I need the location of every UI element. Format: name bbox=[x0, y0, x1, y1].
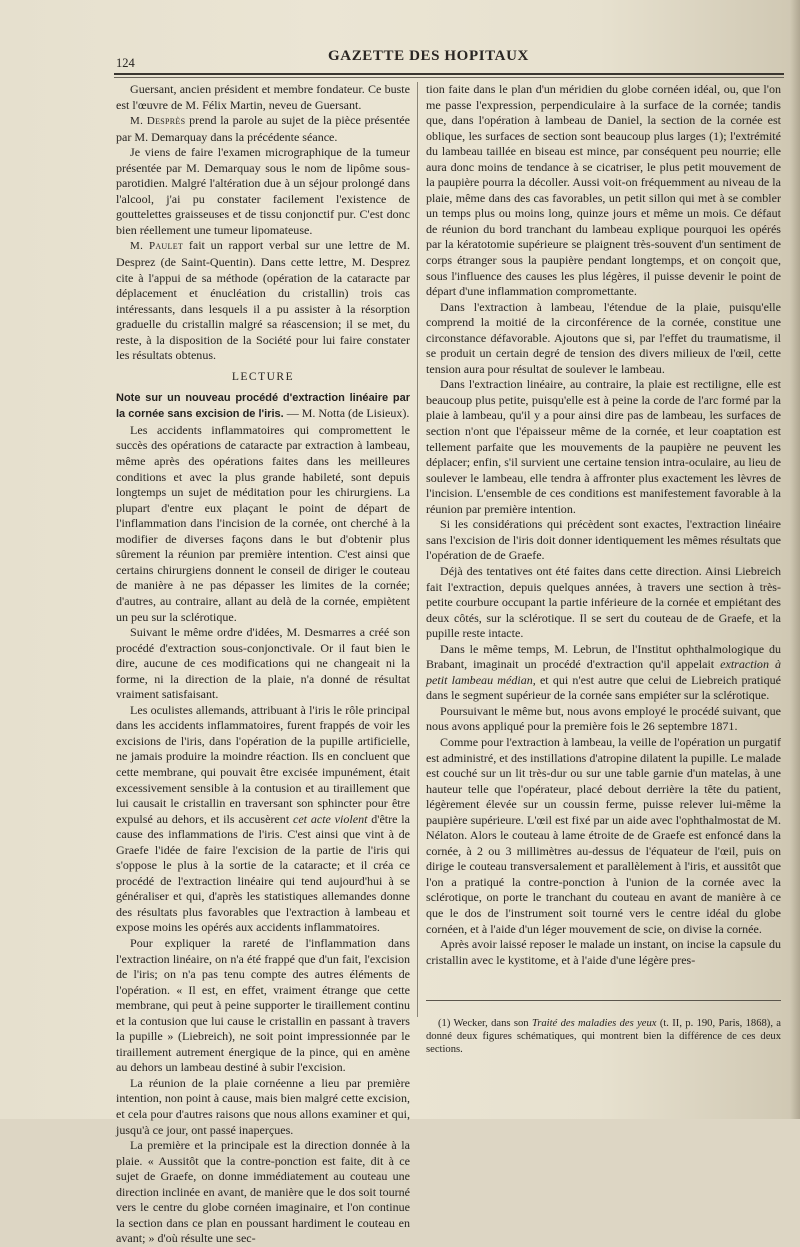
header-rule-thick bbox=[114, 73, 784, 75]
paragraph: Si les considérations qui précèdent sont exactes, l'extraction linéaire sans l'excision de l'iris doit donner identiquement les mêmes résultats que l'opération de de Graefe. bbox=[426, 517, 781, 563]
paragraph: Déjà des tentatives ont été faites dans cette direction. Ainsi Liebreich fait l'extraction, depuis quelques années, à travers une section à très-petite courbure occupant la partie inférieure de la cornée et empiétant des deux côtés, sur la sclérotique. Il se sert du couteau de de Graefe, et la pupille reste intacte. bbox=[426, 563, 781, 641]
page-spine-shadow bbox=[790, 0, 800, 1119]
paragraph: Dans l'extraction à lambeau, l'étendue de la plaie, puisqu'elle comprend la moitié de la circonférence de la cornée, constitue une circonstance défavorable. Ajoutons que si, par l'effet du traumatisme, il se produit un certain degré de tension des divers milieux de l'œil, cette tension aura pour résultat de soulever le lambeau. bbox=[426, 299, 781, 376]
paragraph: Comme pour l'extraction à lambeau, la veille de l'opération un purgatif est administré, et des instillations d'atropine dilatent la pupille. Le malade est couché sur un lit très-dur ou sur une table garnie d'un matelas, à une hauteur telle que l'opérateur, placé debout derrière la tête du patient, légèrement élevée sur un coussin ferme, puisse relever lui-même la paupière supérieure. L'œil est fixé par un aide avec l'ophthalmostat de M. Nélaton. Alors le couteau à lame étroite de de Graefe est enfoncé dans la cornée, à 2 ou 3 millimètres au-dessus de l'équateur de l'œil, puis on dirige le couteau transversalement et parallèlement à l'iris, et aussitôt que l'on a pratiqué la contre-ponction à l'union de la cornée avec la sclérotique, on porte le tranchant du couteau en avant de manière à ce que le dos de l'instrument soit tourné vers le centre idéal du globe cornéen, et à l'aide d'un léger mouvement de scie, on divise la cornée. bbox=[426, 734, 781, 936]
column-divider bbox=[417, 82, 418, 1017]
paragraph: tion faite dans le plan d'un méridien du globe cornéen idéal, ou, que l'on me passe l'expression, perpendiculaire à la surface de la cornée; tandis que, dans l'opération à lambeau de Daniel, la section de la cornée est oblique, les surfaces de section sont beaucoup plus larges (1); l'extrémité du lambeau taillée en biseau est mince, par conséquent peu nourrie; elle aura donc moins de tendance à se cicatriser, le plus petit mouvement de la paupière pourra la décoller. Aussi voit-on fréquemment au niveau de la plaie, même dans des cas favorables, un petit sillon qui met à se combler un temps plus ou moins long, quinze jours et même un mois. Ce défaut de réunion du bord tranchant du lambeau explique pourquoi les opérés par la kératotomie supérieure se plaignent très-souvent d'un sentiment de corps étranger sous la paupière pendant longtemps, et on conçoit que, sous l'influence des causes les plus légères, il puisse devenir le point de départ d'une inflammation compromettante. bbox=[426, 82, 781, 299]
speaker-name: M. Paulet bbox=[130, 240, 184, 253]
paragraph: La réunion de la plaie cornéenne a lieu par première intention, non point à cause, mais bien malgré cette excision, et cela pour d'autres raisons que nous allons examiner et qui, jusqu'à ce jour, ont passé inaperçues. bbox=[116, 1075, 410, 1137]
page-header bbox=[0, 44, 800, 74]
right-column bbox=[426, 82, 781, 968]
paragraph: Poursuivant le même but, nous avons employé le procédé suivant, que nous avons appliqué pour la première fois le 26 septembre 1871. bbox=[426, 703, 781, 734]
speaker-name: M. Desprès bbox=[130, 115, 186, 128]
article-title: Note sur un nouveau procédé d'extraction linéaire par la cornée sans excision de l'iris. — M. Notta (de Lisieux). bbox=[116, 391, 410, 421]
paragraph: Guersant, ancien président et membre fondateur. Ce buste est l'œuvre de M. Félix Martin, neveu de Guersant. bbox=[116, 82, 410, 112]
paragraph: M. Desprès prend la parole au sujet de la pièce présentée par M. Demarquay dans la précédente séance. bbox=[116, 113, 410, 144]
paragraph: Les oculistes allemands, attribuant à l'iris le rôle principal dans les accidents inflammatoires, furent frappés de voir les excisions de l'iris, dans l'opération de la pupille artificielle, ne jamais produire la moindre réaction. Ils en concluent que cette membrane, qui pouvait être excisée impunément, était excessivement sensible à la contusion et au tiraillement que lui causait le cristallin en traversant son sphincter pour être expulsé au dehors, et ils accusèrent cet acte violent d'être la cause des inflammations de l'iris. C'est ainsi que vint à de Graefe l'idée de faire l'excision de la partie de l'iris qui s'oppose le plus à la sortie de la cataracte; et il créa ce procédé de l'extraction linéaire qui tend aujourd'hui à se généraliser et qui, d'après les statistiques allemandes donne des résultats plus favorables que l'extraction à lambeau et expose moins les opérés aux accidents inflammatoires. bbox=[116, 702, 410, 935]
paragraph: Les accidents inflammatoires qui compromettent le succès des opérations de cataracte par extraction à lambeau, même après des opérations faites dans les meilleures conditions et avec la plus grande habileté, sont depuis longtemps un sujet de méditation pour les chirurgiens. La plupart d'entre eux plaçant le point de départ de l'inflammation dans l'incision de la cornée, ont cherché à la modifier de diverses façons dans le but d'obtenir plus sûrement la réunion par première intention. C'est ainsi que certains chirurgiens donnent le conseil de diriger le couteau de manière à ne pas dépasser les limites de la cornée; d'autres, au contraire, allant au delà de la cornée, empiètent un peu sur la sclérotique. bbox=[116, 422, 410, 624]
paragraph: Je viens de faire l'examen micrographique de la tumeur présentée par M. Demarquay sous le nom de lipôme sous-parotidien. Malgré l'altération due à un séjour prolongé dans l'alcool, j'ai pu constater facilement l'existence de gouttelettes graisseuses et de tissu conjonctif pur. C'est donc bien réellement une tumeur lipomateuse. bbox=[116, 145, 410, 237]
journal-title: GAZETTE DES HOPITAUX bbox=[328, 48, 529, 64]
footnote: (1) Wecker, dans son Traité des maladies des yeux (t. II, p. 190, Paris, 1868), a donné deux figures schématiques, qui montrent bien la différence de ces deux sections. bbox=[426, 1017, 782, 1055]
paragraph: Pour expliquer la rareté de l'inflammation dans l'extraction linéaire, on n'a été frappé que d'un fait, l'excision de l'iris; on n'a pas tenu compte des autres éléments de l'opération. « Il est, en effet, vraiment étrange que cette membrane, qui peut à peine supporter le tiraillement continu et la contusion que lui cause le cristallin en passant à travers la pupille » (Liebreich), ne soit point impressionnée par le tiraillement autrement énergique de la pince, qui en amène au dehors un lambeau destiné à subir l'excision. bbox=[116, 935, 410, 1075]
paragraph: La première et la principale est la direction donnée à la plaie. « Aussitôt que la contre-ponction est faite, dit à ce sujet de Graefe, on donne immédiatement au couteau une direction inclinée en avant, de manière que le dos soit tourné vers le centre du globe cornéen imaginaire, et l'on continue la section dans ce plan en poussant hardiment le couteau en avant; » d'où résulte une sec- bbox=[116, 1138, 410, 1246]
paragraph: Après avoir laissé reposer le malade un instant, on incise la capsule du cristallin avec le kystitome, et à l'aide d'une légère pres- bbox=[426, 937, 781, 967]
section-heading: LECTURE bbox=[231, 370, 295, 383]
left-column bbox=[116, 82, 410, 1247]
footnote-rule bbox=[426, 1000, 781, 1001]
page-number: 124 bbox=[116, 56, 135, 70]
paragraph: M. Paulet fait un rapport verbal sur une lettre de M. Desprez (de Saint-Quentin). Dans cette lettre, M. Desprez cite à l'appui de sa méthode (opération de la cataracte par déplacement et énucléation du cristallin) trois cas intéressants, dans lesquels il a pu assister à la résorption graduelle du cristallin malgré sa réascension; il se met, du reste, à la disposition de la Société pour lui faire constater les résultats obtenus. bbox=[116, 238, 410, 363]
paragraph: Suivant le même ordre d'idées, M. Desmarres a créé son procédé d'extraction sous-conjonctivale. Or il faut bien le dire, aucune de ces modifications qui ne changeait ni la forme, ni la direction de la plaie, n'a donné de résultat vraiment satisfaisant. bbox=[116, 625, 410, 702]
paragraph: Dans le même temps, M. Lebrun, de l'Institut ophthalmologique du Brabant, imaginait un procédé d'extraction qu'il appelait extraction à petit lambeau médian, et qui n'est autre que celui de Liebreich pratiqué dans le segment supérieur de la cornée sans empiéter sur la sclérotique. bbox=[426, 641, 781, 703]
paragraph: Dans l'extraction linéaire, au contraire, la plaie est rectiligne, elle est beaucoup plus petite, puisqu'elle est à peine la corde de l'arc formé par la plaie à lambeau, qu'il y a pour ainsi dire pas de lambeau, les surfaces de section n'ont que l'épaisseur même de la cornée, et leur coaptation est tellement parfaite que les mouvements de la paupière ne peuvent les déplacer; enfin, s'il survient une certaine tension intra-oculaire, au lieu de soulever le lambeau, elle tendra à affronter plus exactement les lèvres de l'incision. L'ensemble de ces conditions est manifestement favorable à la réunion par première intention. bbox=[426, 377, 781, 516]
header-rule-thin bbox=[114, 77, 784, 78]
